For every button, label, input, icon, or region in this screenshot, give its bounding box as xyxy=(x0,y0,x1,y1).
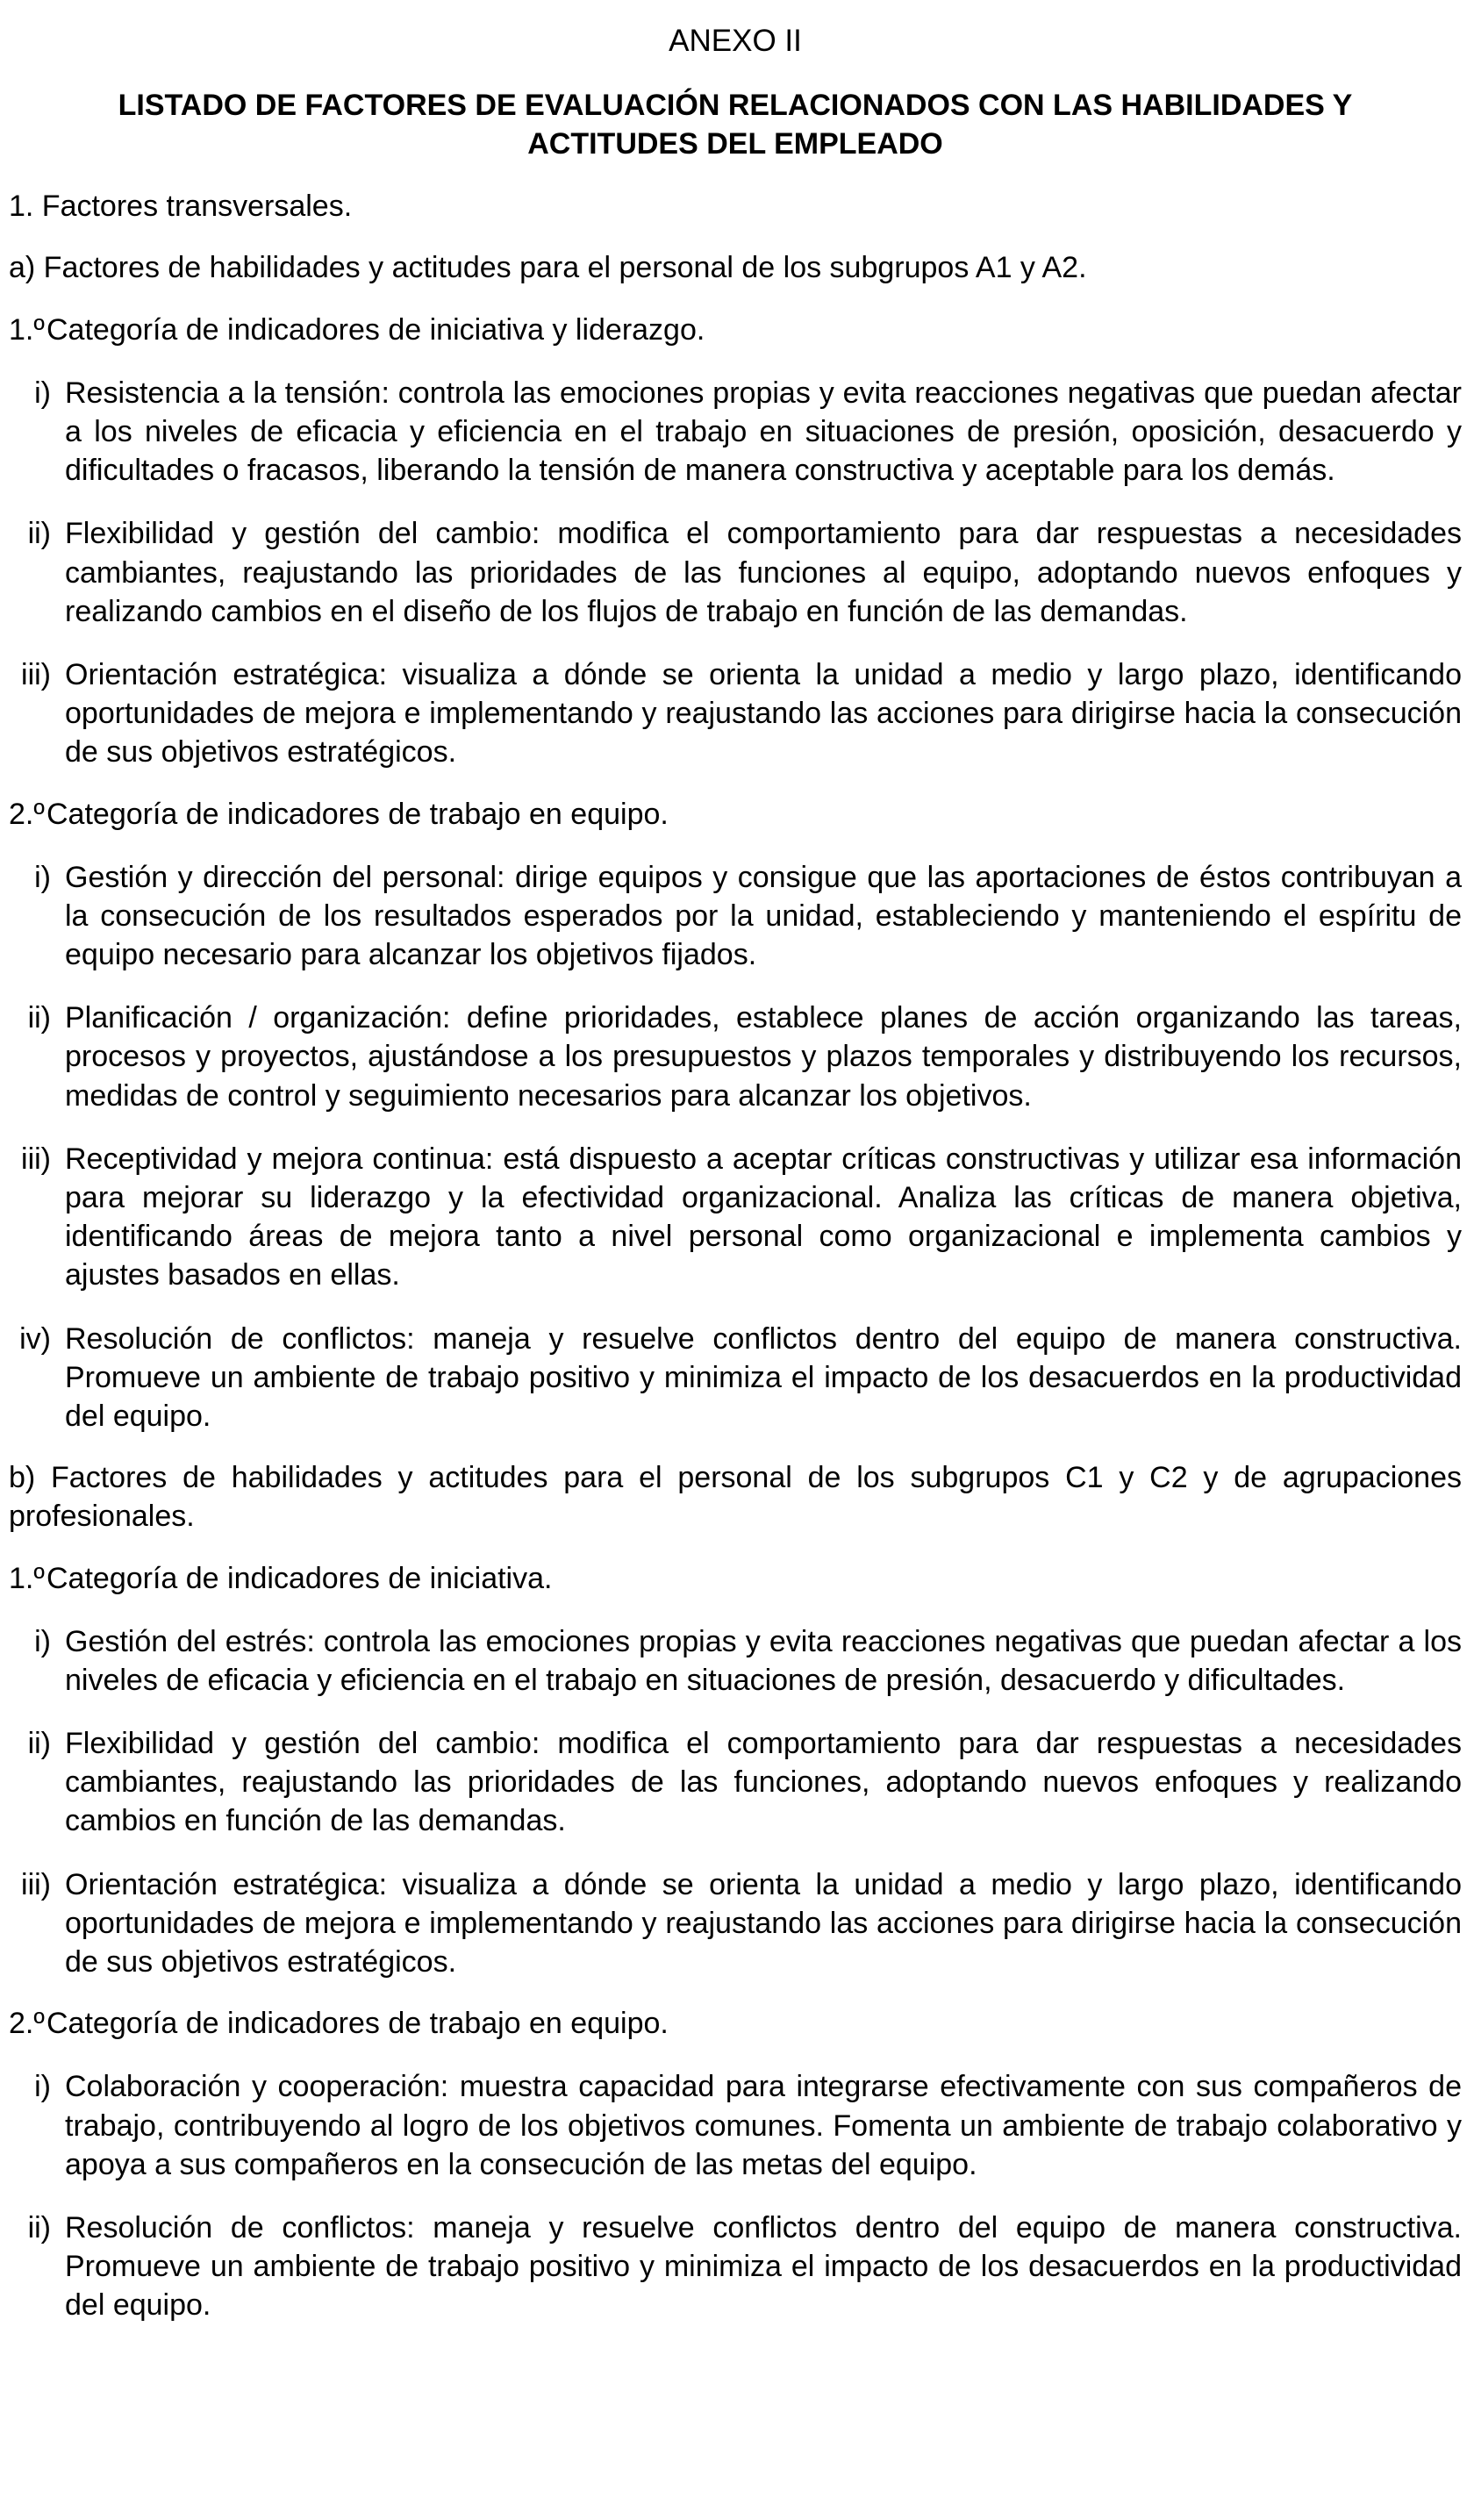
item-text: Orientación estratégica: visualiza a dónde se orienta la unidad a medio y largo plazo, identificando oportunidades de mejora e implementando y reajustando las acciones para dirigirse hacia la consecución de sus objetivos estratégicos. xyxy=(65,1867,1462,1979)
item-text: Resistencia a la tensión: controla las emociones propias y evita reacciones negativas que puedan afectar a los niveles de eficacia y eficiencia en el trabajo en situaciones de presión, oposición, desacuerdo y dificultades o fracasos, liberando la tensión de manera constructiva y aceptable para los demás. xyxy=(65,376,1462,488)
item-marker: iii) xyxy=(21,1867,51,1901)
item-marker: iv) xyxy=(19,1321,51,1356)
category-text: Categoría de indicadores de iniciativa. xyxy=(47,1561,553,1595)
list-item xyxy=(9,858,1462,975)
category-marker: 2.º xyxy=(9,2007,45,2041)
item-text: Planificación / organización: define prioridades, establece planes de acción organizando las tareas, procesos y proyectos, ajustándose a los presupuestos y plazos temporales y distribuyendo los recursos, medidas de control y seguimiento necesarios para alcanzar los objetivos. xyxy=(65,1001,1462,1113)
item-marker: ii) xyxy=(27,1001,51,1035)
item-text: Colaboración y cooperación: muestra capacidad para integrarse efectivamente con sus compañeros de trabajo, contribuyendo al logro de los objetivos comunes. Fomenta un ambiente de trabajo colaborativo y apoya a sus compañeros en la consecución de las metas del equipo. xyxy=(65,2070,1462,2181)
list-item xyxy=(9,2067,1462,2184)
document-body xyxy=(9,187,1462,2324)
item-marker: ii) xyxy=(27,517,51,551)
list-item xyxy=(9,374,1462,490)
list-item xyxy=(9,1320,1462,1436)
category-heading xyxy=(9,795,1462,834)
list-item xyxy=(9,999,1462,1115)
list-item xyxy=(9,514,1462,631)
category-marker: 1.º xyxy=(9,1561,45,1595)
list-item xyxy=(9,1865,1462,1982)
list-item xyxy=(9,1140,1462,1295)
document-heading: LISTADO DE FACTORES DE EVALUACIÓN RELACIONADOS CON LAS HABILIDADES Y ACTITUDES DEL EMPLEADO xyxy=(118,88,1353,161)
category-text: Categoría de indicadores de trabajo en equipo. xyxy=(47,2007,669,2041)
annex-title: ANEXO II xyxy=(669,24,802,58)
section-heading-1: 1. Factores transversales. xyxy=(9,190,353,224)
item-text: Receptividad y mejora continua: está dispuesto a aceptar críticas constructivas y utilizar esa información para mejorar su liderazgo y la efectividad organizacional. Analiza las críticas de manera objetiva, identificando áreas de mejora tanto a nivel personal como organizacional e implementa cambios y ajustes basados en ellas. xyxy=(65,1142,1462,1292)
item-text: Gestión del estrés: controla las emociones propias y evita reacciones negativas que puedan afectar a los niveles de eficacia y eficiencia en el trabajo en situaciones de presión, desacuerdo y dificultades. xyxy=(65,1624,1462,1697)
category-heading xyxy=(9,1559,1462,1598)
item-marker: i) xyxy=(34,376,51,410)
list-item xyxy=(9,1622,1462,1700)
item-text: Orientación estratégica: visualiza a dónde se orienta la unidad a medio y largo plazo, identificando oportunidades de mejora e implementando y reajustando las acciones para dirigirse hacia la consecución de sus objetivos estratégicos. xyxy=(65,657,1462,770)
list-item xyxy=(9,1724,1462,1841)
category-heading xyxy=(9,2004,1462,2043)
item-marker: ii) xyxy=(27,1727,51,1761)
item-text: Flexibilidad y gestión del cambio: modifica el comportamiento para dar respuestas a necesidades cambiantes, reajustando las prioridades de las funciones, adoptando nuevos enfoques y realizando cambios en función de las demandas. xyxy=(65,1727,1462,1838)
item-marker: iii) xyxy=(21,1142,51,1176)
item-marker: i) xyxy=(34,1624,51,1658)
item-text: Gestión y dirección del personal: dirige equipos y consigue que las aportaciones de éstos contribuyan a la consecución de los resultados esperados por la unidad, estableciendo y manteniendo el espíritu de equipo necesario para alcanzar los objetivos fijados. xyxy=(65,860,1462,972)
item-marker: i) xyxy=(34,2070,51,2104)
item-marker: iii) xyxy=(21,657,51,691)
category-heading xyxy=(9,311,1462,349)
item-marker: i) xyxy=(34,860,51,894)
item-text: Resolución de conflictos: maneja y resuelve conflictos dentro del equipo de manera constructiva. Promueve un ambiente de trabajo positivo y minimiza el impacto de los desacuerdos en la productividad del equipo. xyxy=(65,1321,1462,1433)
category-text: Categoría de indicadores de trabajo en equipo. xyxy=(47,797,669,831)
paragraph-b: b) Factores de habilidades y actitudes para el personal de los subgrupos C1 y C2 y de agrupaciones profesionales. xyxy=(9,1461,1462,1534)
item-marker: ii) xyxy=(27,2210,51,2244)
category-marker: 1.º xyxy=(9,312,45,347)
list-item xyxy=(9,655,1462,772)
paragraph-a: a) Factores de habilidades y actitudes para el personal de los subgrupos A1 y A2. xyxy=(9,251,1087,285)
item-text: Flexibilidad y gestión del cambio: modifica el comportamiento para dar respuestas a necesidades cambiantes, reajustando las prioridades de las funciones al equipo, adoptando nuevos enfoques y realizando cambios en el diseño de los flujos de trabajo en función de las demandas. xyxy=(65,517,1462,628)
category-marker: 2.º xyxy=(9,797,45,831)
category-text: Categoría de indicadores de iniciativa y liderazgo. xyxy=(47,312,705,347)
item-text: Resolución de conflictos: maneja y resuelve conflictos dentro del equipo de manera constructiva. Promueve un ambiente de trabajo positivo y minimiza el impacto de los desacuerdos en la productividad del equipo. xyxy=(65,2210,1462,2323)
list-item xyxy=(9,2209,1462,2325)
